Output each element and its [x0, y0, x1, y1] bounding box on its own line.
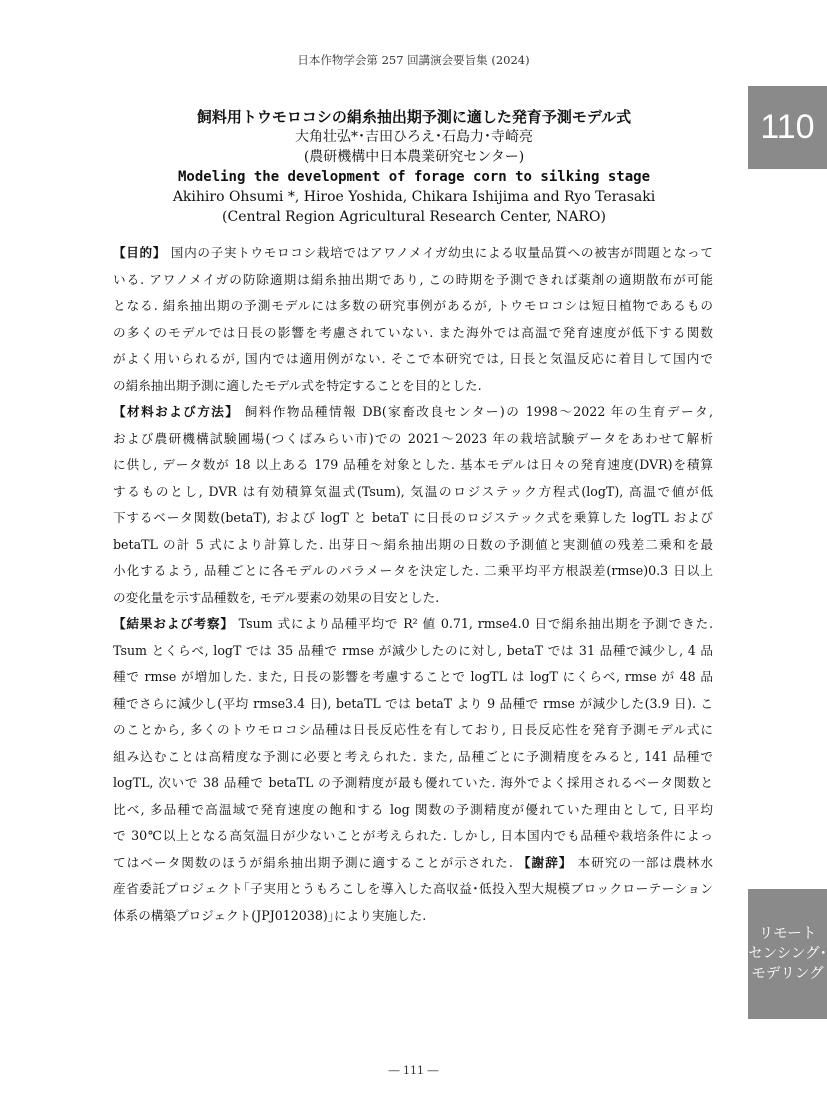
body-line [113, 293, 713, 320]
body-line [113, 452, 713, 479]
section-heading: 【謝辞】 [517, 854, 573, 870]
title-japanese: 飼料用トウモロコシの絹糸抽出期予測に適した発育予測モデル式 [196, 108, 632, 126]
page-number: ― 111 ― [388, 1064, 439, 1077]
section-heading: 【材料および方法】 [113, 404, 240, 419]
body-line [113, 611, 713, 638]
body-text-span: てはベータ関数のほうが絹糸抽出期予測に適することが示された. [113, 854, 518, 870]
body-text-span: logTL, 次いで 38 品種で betaTL の予測精度が最も優れていた. 海外でよく採用されるベータ関数と [113, 775, 713, 790]
section-heading: 【結果および考察】 [113, 616, 234, 631]
body-line [113, 823, 713, 850]
body-line [113, 664, 713, 691]
body-line [113, 558, 713, 585]
body-text-span: Tsum とくらべ, logT では 35 品種で rmse が減少したのに対し, betaT では 31 品種で減少し, 4 品 [113, 642, 713, 658]
body-text-span: するものとし, DVR は有効積算気温式(Tsum), 気温のロジステック方程式(logT), 高温で値が低 [113, 483, 713, 499]
body-line [113, 373, 713, 400]
affiliation-japanese: (農研機構中日本農業研究センター) [303, 149, 525, 165]
body-line [113, 717, 713, 744]
body-text-span: および農研機構試験圃場(つくばみらい市)での 2021～2023 年の栽培試験データをあわせて解析 [113, 430, 713, 446]
body-line [113, 346, 713, 373]
body-text-span: 比べ, 多品種で高温域で発育速度の飽和する log 関数の予測精度が優れていた理由として, 日平均 [113, 801, 713, 817]
category-line: モデリング [751, 966, 824, 982]
body-line [113, 797, 713, 824]
body-text-span: 種でさらに減少し(平均 rmse3.4 日), betaTL では betaT より 9 品種で rmse が減少した(3.9 日). こ [113, 695, 713, 711]
body-text-span: 下するベータ関数(betaT), および logT と betaT に日長のロジステック式を乗算した logTL および [113, 510, 713, 525]
title-block [100, 107, 728, 227]
body-line [113, 876, 713, 903]
body-text-span: 国内の子実トウモロコシ栽培ではアワノメイガ幼虫による収量品質への被害が問題となって [166, 245, 714, 260]
affiliation-english: (Central Region Agricultural Research Center, NARO) [222, 209, 606, 225]
body-line [113, 850, 713, 877]
body-line [113, 903, 713, 930]
body-text-span: で 30℃以上となる高気温日が少ないことが考えられた. しかし, 日本国内でも品種や栽培条件によっ [113, 828, 713, 843]
body-line [113, 744, 713, 771]
title-english: Modeling the development of forage corn to silking stage [177, 169, 650, 185]
body-text-span: のことから, 多くのトウモロコシ品種は日長反応性を有しており, 日長反応性を発育予測モデル式に [113, 722, 713, 737]
body-text-span: betaTL の計 5 式により計算した. 出芽日～絹糸抽出期の日数の予測値と実測値の残差二乗和を最 [113, 536, 713, 552]
body-text-span: いる. アワノメイガの防除適期は絹糸抽出期であり, この時期を予測できれば薬剤の適期散布が可能 [113, 271, 713, 287]
body-line [113, 426, 713, 453]
running-header: 日本作物学会第 257 回講演会要旨集 (2024) [297, 53, 530, 67]
body-text-span: 種で rmse が増加した. また, 日長の影響を考慮することで logTL は logT にくらべ, rmse が 48 品 [113, 669, 713, 684]
presentation-number-tab: 110 [748, 86, 827, 169]
category-line: リモート [758, 926, 817, 942]
body-text-span: 小化するよう, 品種ごとに各モデルのパラメータを決定した. 二乗平均平方根誤差(rmse)0.3 日以上 [113, 563, 713, 578]
body-text-span: 産省委託プロジェクト｢子実用とうもろこしを導入した高収益･低投入型大規模ブロックローテーション [113, 881, 713, 896]
body-text-span: 組み込むことは高精度な予測に必要と考えられた. また, 品種ごとに予測精度をみると, 141 品種で [113, 748, 713, 764]
body-line [113, 479, 713, 506]
body-text-span: 飼料作物品種情報 DB(家畜改良センター)の 1998～2022 年の生育データ, [239, 404, 714, 419]
body-text-span: の変化量を示す品種数を, モデル要素の効果の目安とした. [113, 589, 440, 605]
body-text-span: の多くのモデルでは日長の影響を考慮されていない. また海外では高温で発育速度が低下する関数 [113, 324, 713, 340]
body-line [113, 691, 713, 718]
body-text-span: となる. 絹糸抽出期の予測モデルには多数の研究事例があるが, トウモロコシは短日植物であるもの [113, 298, 713, 313]
body-text-span: Tsum 式により品種平均で R² 値 0.71, rmse4.0 日で絹糸抽出期を予測できた. [233, 616, 713, 631]
body-line [113, 638, 713, 665]
body-line [113, 770, 713, 797]
body-text-span: がよく用いられるが, 国内では適用例がない. そこで本研究では, 日長と気温反応に着目して国内で [113, 351, 713, 366]
body-text-span: に供し, データ数が 18 以上ある 179 品種を対象とした. 基本モデルは日々の発育速度(DVR)を積算 [113, 457, 713, 472]
authors-japanese: 大角壮弘*･吉田ひろえ･石島力･寺崎亮 [295, 129, 533, 145]
body-line [113, 585, 713, 612]
section-heading: 【目的】 [113, 245, 167, 260]
category-line: センシング･ [748, 946, 827, 962]
body-text-span: の絹糸抽出期予測に適したモデル式を特定することを目的とした. [113, 377, 482, 393]
abstract-body [113, 240, 713, 929]
body-text-span: 本研究の一部は農林水 [572, 854, 713, 870]
body-line [113, 399, 713, 426]
body-text-span: 体系の構築プロジェクト(JPJ012038)｣により実施した. [113, 907, 427, 923]
category-tab [748, 889, 827, 1019]
body-line [113, 320, 713, 347]
body-line [113, 505, 713, 532]
body-line [113, 240, 713, 267]
body-line [113, 267, 713, 294]
authors-english: Akihiro Ohsumi *, Hiroe Yoshida, Chikara Ishijima and Ryo Terasaki [172, 189, 656, 205]
body-line [113, 532, 713, 559]
